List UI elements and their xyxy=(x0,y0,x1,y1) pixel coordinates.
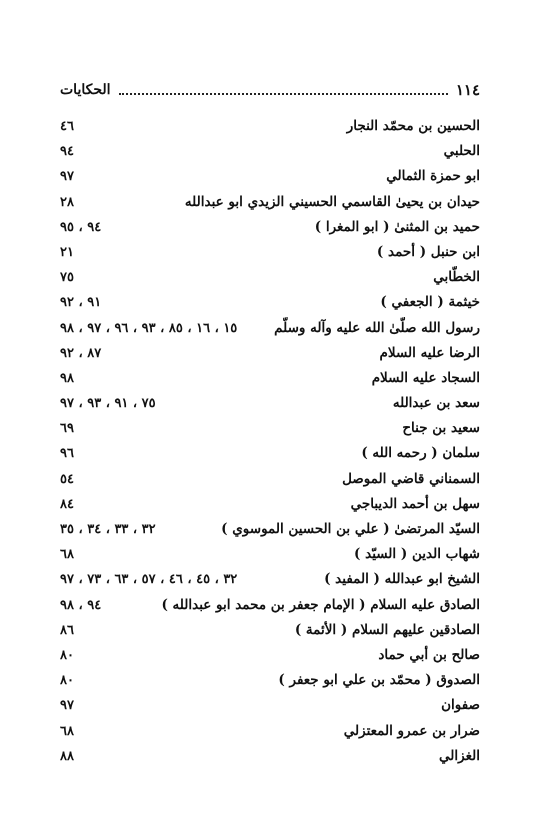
page-header xyxy=(60,78,480,102)
entry-pages: ٩٤ xyxy=(60,144,74,160)
entry-pages: ٥٤ xyxy=(60,471,74,487)
entry-name: رسول الله صلّىٰ الله عليه وآله وسلّم xyxy=(274,319,480,336)
entry-pages: ٧٥ xyxy=(60,270,74,286)
entry-pages: ٩٨ xyxy=(60,370,74,386)
entry-pages: ٣٢ ، ٣٣ ، ٣٤ ، ٣٥ xyxy=(60,522,156,537)
index-entry xyxy=(60,240,480,265)
entry-name: السمناني قاضي الموصل xyxy=(342,470,480,487)
entry-pages: ٤٦ xyxy=(60,119,74,134)
index-entry xyxy=(60,316,480,341)
page-number: ١١٤ xyxy=(455,81,480,99)
entry-name: الحسين بن محمّد النجار xyxy=(346,118,480,134)
index-entry xyxy=(60,542,480,567)
entry-pages: ٢١ xyxy=(60,244,74,260)
entry-pages: ٨٤ xyxy=(60,496,74,512)
index-entry xyxy=(60,492,480,517)
index-entry xyxy=(60,341,480,366)
entry-name: السجاد عليه السلام xyxy=(371,369,480,386)
index-entry xyxy=(60,441,480,466)
index-entry xyxy=(60,719,480,744)
index-entry xyxy=(60,265,480,290)
index-entry xyxy=(60,290,480,315)
entry-name: حميد بن المثنىٰ ( ابو المغرا ) xyxy=(314,218,480,235)
index-entry xyxy=(60,164,480,189)
entry-pages: ٨٨ xyxy=(60,748,74,764)
entry-pages: ٨٧ ، ٩٢ xyxy=(60,345,102,361)
entry-pages: ٩١ ، ٩٢ xyxy=(60,295,102,311)
entry-name: ابن حنبل ( أحمد ) xyxy=(376,243,480,260)
index-entry xyxy=(60,467,480,492)
entry-pages: ٩٤ ، ٩٥ xyxy=(60,219,102,235)
index-entry xyxy=(60,643,480,668)
entry-pages: ٩٤ ، ٩٨ xyxy=(60,597,102,613)
entry-name: الشيخ ابو عبدالله ( المفيد ) xyxy=(324,571,480,588)
entry-pages: ٢٨ xyxy=(60,194,74,210)
index-entry xyxy=(60,517,480,542)
index-entry xyxy=(60,744,480,769)
index-entry xyxy=(60,139,480,164)
entry-name: الغزالي xyxy=(439,747,480,764)
entry-name: سعيد بن جناح xyxy=(402,420,480,437)
entry-name: الرضا عليه السلام xyxy=(379,344,480,361)
entry-name: الصادق عليه السلام ( الإمام جعفر بن محمد ابو عبدالله ) xyxy=(161,596,480,613)
entry-pages: ٩٦ xyxy=(60,446,74,462)
index-entry xyxy=(60,366,480,391)
entry-name: خيثمة ( الجعفي ) xyxy=(380,294,480,311)
entry-pages: ٩٧ xyxy=(60,169,74,185)
entry-pages: ٨٠ xyxy=(60,673,74,689)
entry-name: شهاب الدين ( السيّد ) xyxy=(354,546,480,563)
index-entry xyxy=(60,416,480,441)
entry-name: سلمان ( رحمه الله ) xyxy=(361,445,480,462)
index-entry xyxy=(60,391,480,416)
running-title: الحكايات xyxy=(60,82,111,98)
index-entry xyxy=(60,593,480,618)
header-dot-leader xyxy=(119,93,448,95)
entry-pages: ٨٦ xyxy=(60,622,74,638)
index-entry xyxy=(60,190,480,215)
entry-name: السيّد المرتضىٰ ( علي بن الحسين الموسوي ) xyxy=(221,521,480,537)
index-entry xyxy=(60,668,480,693)
entry-name: صالح بن أبي حماد xyxy=(378,646,480,663)
index-entry xyxy=(60,114,480,139)
entry-pages: ٦٨ xyxy=(60,547,74,563)
entry-name: الخطّابي xyxy=(433,269,480,286)
entry-name: صفوان xyxy=(441,697,480,714)
entry-name: حيدان بن يحيىٰ القاسمي الحسيني الزيدي ابو عبدالله xyxy=(184,193,480,210)
entry-name: الصدوق ( محمّد بن علي ابو جعفر ) xyxy=(278,672,480,689)
entry-pages: ٨٠ xyxy=(60,647,74,663)
entry-name: ابو حمزة الثمالي xyxy=(386,168,480,185)
entry-pages: ٧٥ ، ٩١ ، ٩٣ ، ٩٧ xyxy=(60,396,156,412)
entry-name: الحلبي xyxy=(443,143,480,160)
entry-name: سعد بن عبدالله xyxy=(392,395,480,412)
index-entry xyxy=(60,567,480,592)
index-entry xyxy=(60,693,480,718)
entry-pages: ٦٩ xyxy=(60,421,74,437)
entry-pages: ١٥ ، ١٦ ، ٨٥ ، ٩٣ ، ٩٦ ، ٩٧ ، ٩٨ xyxy=(60,320,238,336)
entry-name: الصادقين عليهم السلام ( الأئمة ) xyxy=(294,621,480,638)
entry-name: سهل بن أحمد الديباجي xyxy=(350,495,480,512)
index-entry xyxy=(60,618,480,643)
entry-pages: ٣٢ ، ٤٥ ، ٤٦ ، ٥٧ ، ٦٣ ، ٧٣ ، ٩٧ xyxy=(60,572,238,588)
entry-name: ضرار بن عمرو المعتزلي xyxy=(343,722,480,739)
entry-pages: ٩٧ xyxy=(60,698,74,714)
index-list xyxy=(60,114,480,769)
index-entry xyxy=(60,215,480,240)
entry-pages: ٦٨ xyxy=(60,723,74,739)
